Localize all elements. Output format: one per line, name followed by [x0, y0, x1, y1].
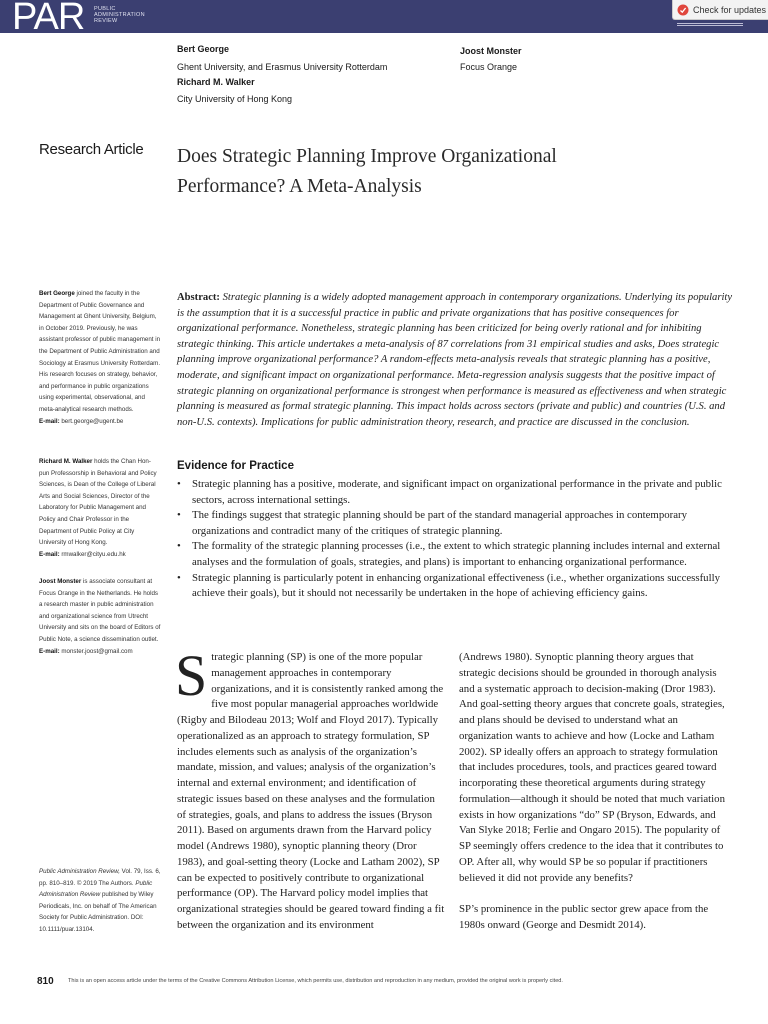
- check-for-updates-label: Check for updates: [693, 4, 767, 15]
- author-bio-walker: [39, 456, 161, 560]
- abstract-label: Abstract:: [177, 292, 220, 303]
- citation-info: [39, 866, 164, 935]
- bio-author-name: Bert George: [39, 290, 75, 297]
- journal-name: Public Administration Review: [39, 879, 153, 898]
- evidence-item-text: Strategic planning has a positive, moderate, and significant impact on organizational performance in the private and public sectors, across international settings.: [192, 478, 722, 506]
- article-type-label: Research Article: [39, 141, 144, 158]
- author-affiliation: Ghent University, and Erasmus University Rotterdam: [177, 62, 388, 72]
- header-decoration: [677, 23, 743, 27]
- bullet-icon: •: [177, 509, 181, 522]
- author-bio-george: [39, 288, 161, 427]
- evidence-list: [177, 477, 737, 602]
- article-title: Does Strategic Planning Improve Organizational Performance? A Meta-Analysis: [177, 146, 557, 197]
- license-notice: This is an open access article under the terms of the Creative Commons Attribution License, which permits use, distribution and reproduction in any medium, provided the original work is properly cited.: [68, 978, 563, 984]
- drop-cap: S: [175, 643, 208, 708]
- journal-logo-subtitle: PUBLIC ADMINISTRATION REVIEW: [94, 6, 145, 24]
- journal-header-bar: [0, 0, 768, 38]
- author-name: Bert George: [177, 44, 230, 54]
- journal-name: Public Administration Review,: [39, 868, 120, 875]
- body-column-right: [459, 650, 727, 949]
- author-affiliation: Focus Orange: [460, 62, 518, 72]
- email-link[interactable]: rmwalker@cityu.edu.hk: [59, 550, 126, 558]
- email-label: E-mail:: [39, 417, 60, 425]
- bio-author-name: Richard M. Walker: [39, 458, 93, 465]
- author-bio-monster: [39, 576, 161, 657]
- evidence-item-text: The formality of the strategic planning processes (i.e., the extent to which strategic planning includes internal and external analyses and the formulation of goals, strategies, and plans) is important to enhancing organizational performance.: [192, 540, 721, 568]
- body-paragraph: (Andrews 1980). Synoptic planning theory argues that strategic decisions should be grounded in thorough analysis and a systematic approach to decision-making (Dror 1983). And goal-setting theory argues that concrete goals, strategies, and plans should be devised to understand what an organization wants to achieve and how (Locke and Latham 2002). SP ideally offers an approach to strategy formulation that includes procedures, tools, and practices geared toward incorporating these theoretical arguments during strategy formulation—although it should be noted that much variation exists in how organizations “do” SP (Bryson, Edwards, and Van Slyke 2018; Ferlie and Ongaro 2015). The popularity of SP seemingly offers credence to the idea that it contributes to OP. After all, why would SP be so popular if practitioners believed it did not provide any benefits?: [459, 651, 725, 884]
- bio-text: joined the faculty in the Department of Public Governance and Management at Ghent University, Belgium, in October 2019. Previously, he was assistant professor of public management in the Department of Public Administration and Sociology at Erasmus University Rotterdam. His research focuses on strategy, behavior, and performance in public organizations using experimental, observational, and meta-analytical research methods.: [39, 290, 161, 413]
- page-number: 810: [37, 976, 54, 987]
- paragraph-text: trategic planning (SP) is one of the more popular management approaches in contemporary organizations, and it is consistently ranked among the five most popular managerial approaches worldwide (Rigby and Bilodeau 2013; Wolf and Floyd 2017). Typically operationalized as an approach to strategy formulation, SP includes elements such as analysis of the organization’s mandate, mission, and values; analysis of the organization’s internal and external environment; and identification of strategic issues based on these analyses and the formulation of strategies, goals, and plans to address the issues (Bryson 2011). Based on arguments drawn from the Harvard policy model (Andrews 1980), synoptic planning theory (Dror 1983), and goal-setting theory (Locke and Latham 2002), SP can be expected to positively contribute to organizational performance (OP). The Harvard policy model implies that organizational strategies should be geared toward finding a fit between the organization and its environment: [177, 651, 445, 931]
- bullet-icon: •: [177, 478, 181, 490]
- author-name: Joost Monster: [460, 46, 522, 56]
- evidence-heading: Evidence for Practice: [177, 460, 294, 472]
- author-name: Richard M. Walker: [177, 77, 255, 87]
- journal-logo: PAR: [12, 0, 85, 38]
- check-for-updates-button[interactable]: [672, 0, 768, 20]
- abstract: [177, 290, 735, 430]
- bullet-icon: •: [177, 571, 181, 584]
- crossmark-icon: [677, 4, 689, 16]
- citation-text: Vol. 79, Iss. 6, pp. 810–819. © 2019 The Authors.: [39, 868, 161, 887]
- bio-text: holds the Chan Hon-pun Professorship in Behavioral and Policy Sciences, is Dean of the College of Liberal Arts and Social Sciences, Director of the Laboratory for Public Management and Policy and Chair Professor in the Department of Public Policy at City University of Hong Kong.: [39, 458, 157, 547]
- bio-text: is associate consultant at Focus Orange in the Netherlands. He holds a research master in public administration and organizational science from Utrecht University and sits on the board of Editors of Public Note, a science dissemination outlet.: [39, 578, 161, 643]
- email-label: E-mail:: [39, 647, 60, 655]
- evidence-item: [177, 477, 737, 508]
- bullet-icon: •: [177, 540, 181, 553]
- body-column-left: [175, 643, 445, 949]
- body-paragraph: SP’s prominence in the public sector grew apace from the 1980s onward (George and Desmidt 2014).: [459, 903, 709, 931]
- evidence-item-text: Strategic planning is particularly potent in enhancing organizational effectiveness (i.e., whether organizations successfully achieve their goals), but it should not necessarily be undertaken in the hope of achieving efficiency gains.: [192, 571, 720, 600]
- evidence-item-text: The findings suggest that strategic planning should be part of the standard managerial approaches in contemporary organizations and contradict many of the critiques of strategic planning.: [192, 509, 688, 537]
- email-link[interactable]: monster.joost@gmail.com: [59, 647, 133, 655]
- citation-text: published by Wiley Periodicals, Inc. on behalf of The American Society for Public Administration. DOI: 10.1111/puar.13104.: [39, 891, 157, 933]
- body-paragraph: [175, 643, 445, 934]
- evidence-item: [177, 508, 737, 539]
- author-affiliation: City University of Hong Kong: [177, 94, 293, 104]
- evidence-item: [177, 571, 737, 602]
- abstract-text: Strategic planning is a widely adopted management approach in contemporary organizations. Underlying its popularity is the assumption that it is a successful practice in public and private organizations that has positive consequences for organizational performance. Nonetheless, strategic planning has been criticized for being overly rational and for inhibiting strategic thinking. This article undertakes a meta-analysis of 87 correlations from 31 empirical studies and asks, Does strategic planning improve organizational performance? A random-effects meta-analysis reveals that strategic planning has a positive, moderate, and significant impact on organizational performance. Meta-regression analysis suggests that the positive impact of strategic planning on organizational performance is strongest when performance is measured as effectiveness and when strategic planning is measured as formal strategic planning. This impact holds across sectors (private and public) and countries (U.S. and non-U.S. contexts). Implications for public administration theory, research, and practice are discussed in the conclusion.: [177, 292, 733, 428]
- evidence-item: [177, 539, 737, 570]
- bio-author-name: Joost Monster: [39, 578, 82, 585]
- email-link[interactable]: bert.george@ugent.be: [59, 417, 124, 425]
- email-label: E-mail:: [39, 550, 60, 558]
